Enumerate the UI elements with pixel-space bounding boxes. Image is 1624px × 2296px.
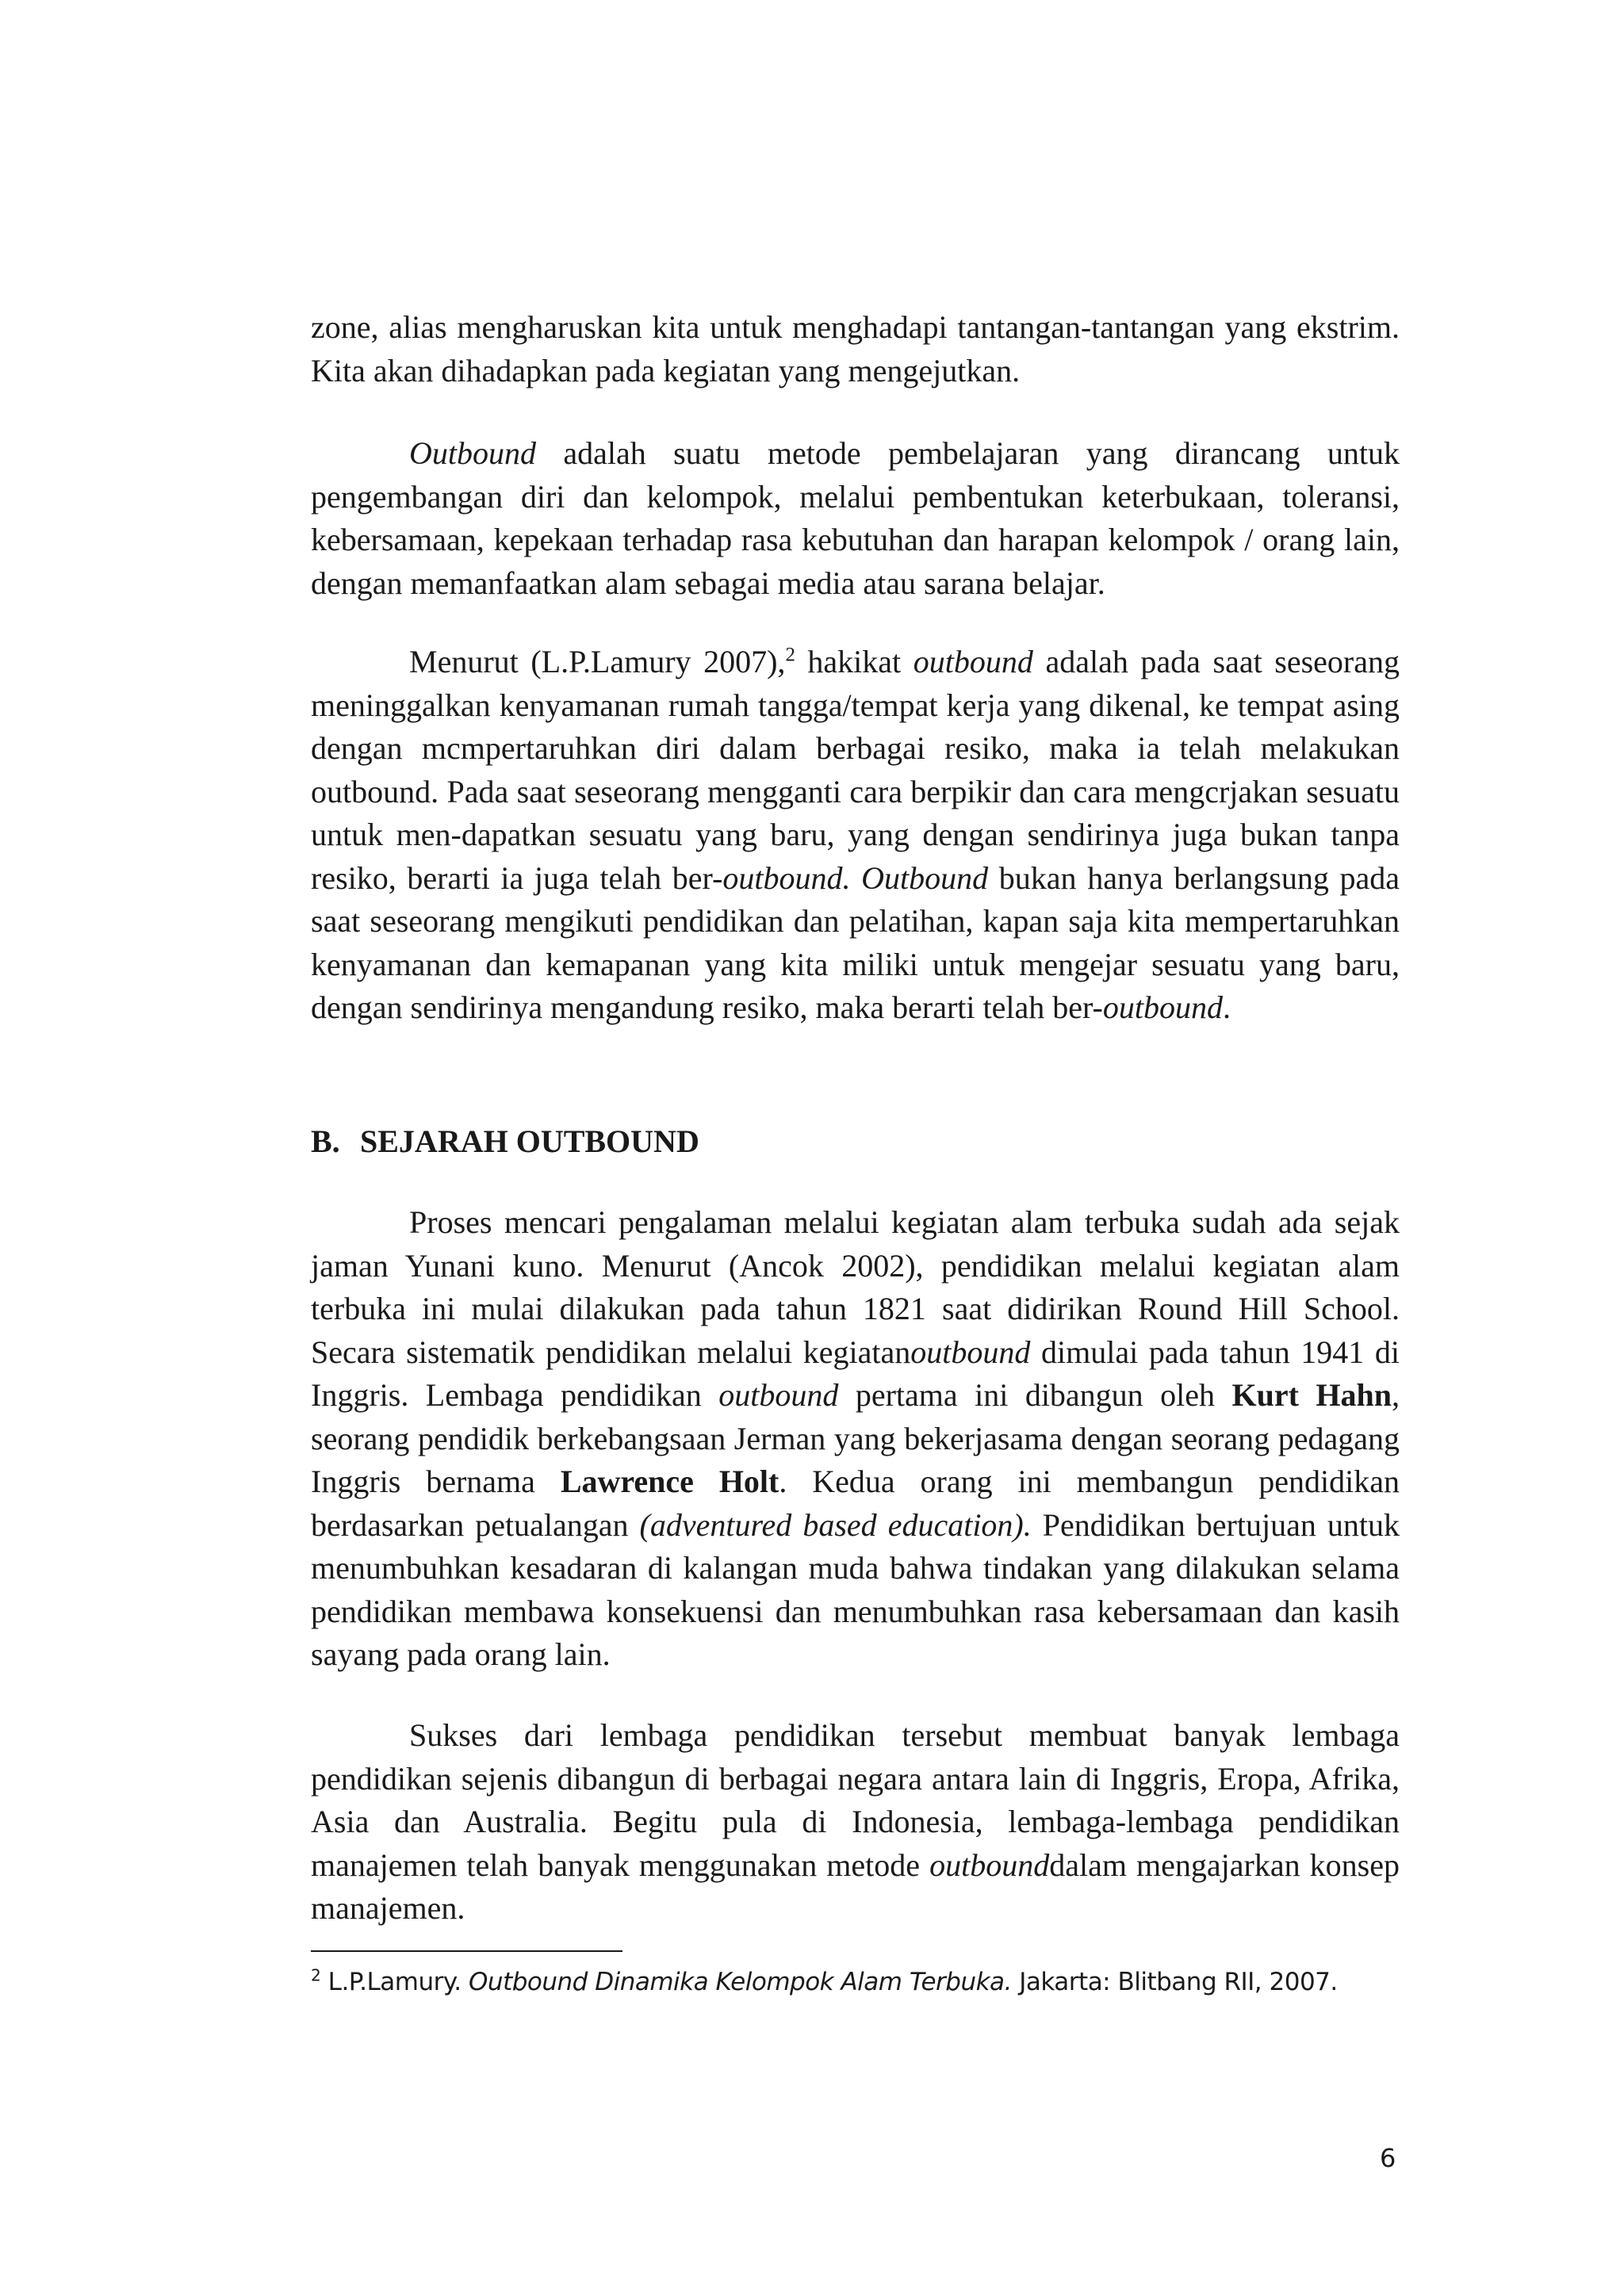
footnote-separator: [311, 1950, 622, 1952]
italic-term: outbound: [929, 1846, 1050, 1883]
section-heading: [311, 1120, 1400, 1164]
footnote: [311, 1965, 1421, 1999]
paragraph-text: Sukses dari lembaga pendidikan tersebut membuat banyak lembaga pendidikan sejenis dibangun di berbagai negara antara lain di Inggris, Eropa, Afrika, Asia dan Australia. Begitu pula di Indonesia, lembaga-lembaga pendidikan manajemen telah banyak menggunakan metode: [311, 1717, 1400, 1883]
paragraph-history: [311, 1201, 1400, 1677]
italic-term: outbound. Outbound: [722, 859, 989, 896]
paragraph-text: pertama ini dibangun oleh: [838, 1377, 1232, 1413]
paragraph-text: , seorang pendidik berkebangsaan Jerman yang bekerjasama dengan seorang pedagang Inggris bernama: [311, 1377, 1400, 1499]
page-number: 6: [1380, 2143, 1396, 2173]
paragraph-text: adalah suatu metode pembelajaran yang dirancang untuk pengembangan diri dan kelompok, melalui pembentukan keterbukaan, toleransi, kebersamaan, kepekaan terhadap rasa kebutuhan dan harapan kelompok / orang lain, dengan memanfaatkan alam sebagai media atau sarana belajar.: [311, 435, 1400, 601]
paragraph-text: Pendidikan bertujuan untuk menumbuhkan kesadaran di kalangan muda bahwa tindakan yang dilakukan selama pendidikan membawa konsekuensi dan menumbuhkan rasa kebersamaan dan kasih sayang pada orang lain.: [311, 1506, 1400, 1672]
italic-term: outbound: [913, 644, 1033, 679]
italic-term: outbound: [718, 1377, 839, 1413]
footnote-reference[interactable]: 2: [785, 644, 795, 666]
paragraph-text: Proses mencari pengalaman melalui kegiatan alam terbuka sudah ada sejak jaman Yunani kuno. Menurut (Ancok 2002), pendidikan melalui kegiatan alam terbuka ini mulai dilakukan pada tahun 1821 saat didirikan Round Hill School. Secara sistematik pendidikan melalui kegiatan: [311, 1204, 1400, 1370]
paragraph-text: .: [1222, 989, 1231, 1025]
footnote-title: Outbound Dinamika Kelompok Alam Terbuka.: [469, 1968, 1012, 1996]
paragraph-text: dimulai pada tahun 1941 di Inggris. Lembaga pendidikan: [311, 1334, 1400, 1413]
bold-name: Lawrence Holt: [560, 1464, 779, 1499]
paragraph-continuation: [311, 306, 1400, 392]
paragraph-text: . Kedua orang ini membangun pendidikan berdasarkan petualangan: [311, 1464, 1400, 1543]
paragraph-text: dalam mengajarkan konsep manajemen.: [311, 1846, 1400, 1926]
italic-term: outbound: [1102, 989, 1223, 1025]
paragraph-text: hakikat: [795, 644, 914, 679]
paragraph-outbound-definition: [311, 432, 1400, 605]
section-number: B.: [311, 1123, 340, 1159]
paragraph-text: adalah pada saat seseorang meninggalkan kenyamanan rumah tangga/tempat kerja yang dikenal, ke tempat asing dengan mcmpertaruhkan diri dalam berbagai resiko, maka ia telah melakukan outbound. Pada saat seseorang mengganti cara berpikir dan cara mengcrjakan sesuatu untuk men-dapatkan sesuatu yang baru, yang dengan sendirinya juga bukan tanpa resiko, berarti ia juga telah ber-: [311, 644, 1400, 896]
section-title: SEJARAH OUTBOUND: [360, 1123, 699, 1159]
footnote-number: 2: [311, 1965, 321, 1985]
italic-term: (adventured based education).: [639, 1506, 1032, 1543]
italic-term: outbound: [910, 1334, 1031, 1370]
paragraph-lamury-quote: [311, 641, 1400, 1030]
bold-name: Kurt Hahn: [1231, 1377, 1392, 1413]
footnote-author: L.P.Lamury.: [320, 1968, 469, 1996]
paragraph-text: bukan hanya berlangsung pada saat seseorang mengikuti pendidikan dan pelatihan, kapan saja kita mempertaruhkan kenyamanan dan kemapanan yang kita miliki untuk mengejar sesuatu yang baru, dengan sendirinya mengandung resiko, maka berarti telah ber-: [311, 859, 1400, 1025]
paragraph-success: [311, 1714, 1400, 1931]
paragraph-text: zone, alias mengharuskan kita untuk menghadapi tantangan-tantangan yang ekstrim. Kita akan dihadapkan pada kegiatan yang mengejutkan.: [311, 309, 1400, 388]
footnote-publisher: Jakarta: Blitbang RII, 2007.: [1011, 1968, 1338, 1996]
paragraph-lead: Menurut (L.P.Lamury 2007),: [409, 644, 786, 679]
italic-term: Outbound: [409, 435, 536, 471]
